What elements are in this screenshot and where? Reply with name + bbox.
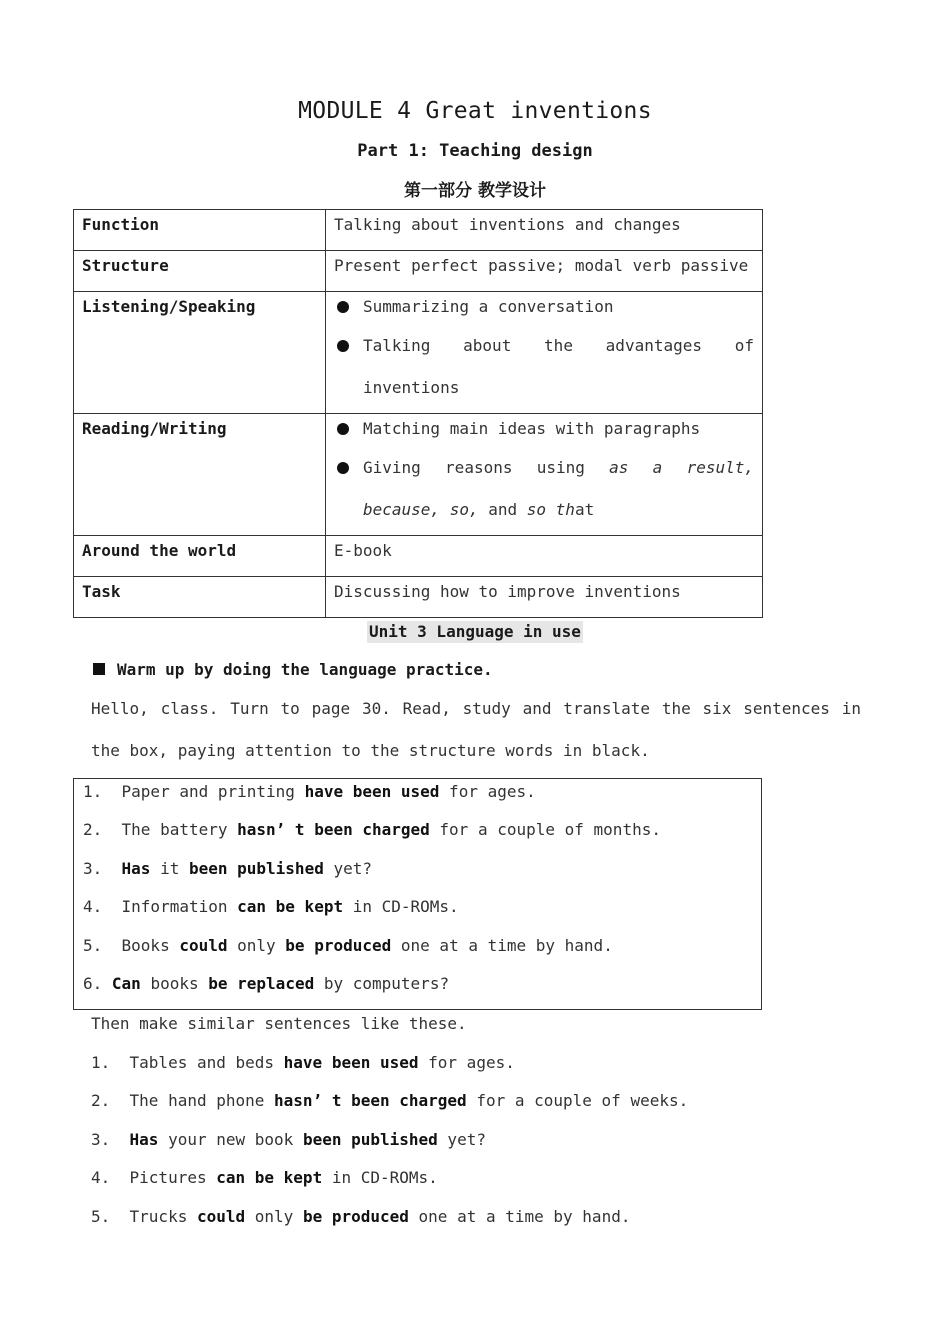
plain-text: your new book	[158, 1130, 303, 1149]
instruction-text: Then make similar sentences like these.	[91, 1014, 467, 1033]
structure-words: Can	[111, 974, 141, 993]
item-number: 6.	[83, 974, 103, 993]
plain-text: for a couple of weeks.	[466, 1091, 689, 1110]
listening-label: Listening/Speaking	[74, 292, 326, 414]
page-title: MODULE 4 Great inventions	[298, 98, 652, 124]
plain-text: only	[245, 1207, 303, 1226]
teaching-design-table	[73, 209, 763, 618]
list-item	[83, 782, 536, 801]
structure-words: can be kept	[237, 897, 344, 916]
plain-text: by computers?	[314, 974, 450, 993]
list-item	[91, 1207, 630, 1226]
plain-text: books	[140, 974, 209, 993]
plain-text: one at a time by hand.	[408, 1207, 631, 1226]
plain-text: it	[150, 859, 189, 878]
plain-text: for ages.	[418, 1053, 515, 1072]
item-number: 2.	[91, 1091, 111, 1110]
plain-text: yet?	[323, 859, 372, 878]
function-value: Talking about inventions and changes	[326, 210, 763, 251]
list-item	[83, 897, 459, 916]
structure-words: Has	[129, 1130, 159, 1149]
list-item	[91, 1130, 486, 1149]
table-row	[74, 251, 763, 292]
structure-words: have been used	[283, 1053, 419, 1072]
item-number: 3.	[83, 859, 103, 878]
plain-text: Books	[121, 936, 180, 955]
reading-value	[326, 414, 763, 536]
italic-text: because, so,	[363, 500, 479, 519]
part-subtitle: Part 1: Teaching design	[357, 141, 593, 161]
plain-text: only	[227, 936, 286, 955]
intro-paragraph-line: Hello, class. Turn to page 30. Read, study and translate the six sentences in	[91, 699, 861, 718]
structure-words: could	[196, 1207, 246, 1226]
warm-up-text: Warm up by doing the language practice.	[117, 660, 493, 679]
item-number: 2.	[83, 820, 103, 839]
structure-label: Structure	[74, 251, 326, 292]
plain-text: for ages.	[439, 782, 536, 801]
task-value: Discussing how to improve inventions	[326, 577, 763, 618]
list-item	[91, 1091, 688, 1110]
table-row	[74, 577, 763, 618]
plain-text: Tables and beds	[129, 1053, 284, 1072]
item-number: 5.	[83, 936, 103, 955]
table-row	[74, 414, 763, 536]
structure-words: Has	[121, 859, 151, 878]
structure-value: Present perfect passive; modal verb passive	[326, 251, 763, 292]
warm-up-heading	[93, 660, 493, 679]
structure-words: could	[179, 936, 228, 955]
list-item	[91, 1053, 515, 1072]
italic-text: as a result,	[609, 458, 754, 477]
plain-text: at	[574, 500, 595, 519]
list-item	[334, 335, 754, 399]
unit-title: Unit 3 Language in use	[369, 622, 581, 641]
structure-words: hasn’ t been charged	[274, 1091, 467, 1110]
list-item-line: inventions	[363, 378, 460, 397]
table-row	[74, 292, 763, 414]
structure-words: hasn’ t been charged	[237, 820, 430, 839]
list-item	[83, 936, 613, 955]
structure-words: can be kept	[216, 1168, 323, 1187]
world-value: E-book	[326, 536, 763, 577]
list-item	[83, 974, 449, 993]
intro-paragraph-line: the box, paying attention to the structure words in black.	[91, 741, 650, 760]
part-subtitle-chinese: 第一部分 教学设计	[404, 181, 546, 201]
structure-words: been published	[188, 859, 324, 878]
list-item	[91, 1168, 438, 1187]
structure-words: be produced	[302, 1207, 409, 1226]
plain-text: Giving reasons using	[363, 458, 610, 477]
list-item-line	[363, 499, 754, 521]
structure-words: been published	[302, 1130, 438, 1149]
structure-words: have been used	[304, 782, 440, 801]
plain-text: The hand phone	[129, 1091, 275, 1110]
item-number: 4.	[83, 897, 103, 916]
listening-value	[326, 292, 763, 414]
list-item	[334, 457, 754, 521]
plain-text: in CD-ROMs.	[322, 1168, 438, 1187]
list-item-line: Talking about the advantages of	[363, 336, 754, 355]
list-item: Matching main ideas with paragraphs	[334, 418, 754, 440]
item-number: 3.	[91, 1130, 111, 1149]
plain-text: one at a time by hand.	[391, 936, 613, 955]
item-number: 1.	[91, 1053, 111, 1072]
list-item	[83, 859, 372, 878]
italic-text: so th	[526, 500, 575, 519]
table-row	[74, 536, 763, 577]
task-label: Task	[74, 577, 326, 618]
reading-label: Reading/Writing	[74, 414, 326, 536]
list-item-line	[363, 457, 754, 479]
table-row	[74, 210, 763, 251]
structure-words: be replaced	[208, 974, 315, 993]
square-bullet-icon	[93, 663, 105, 675]
plain-text: yet?	[437, 1130, 486, 1149]
plain-text: for a couple of months.	[429, 820, 661, 839]
plain-text: Pictures	[129, 1168, 217, 1187]
plain-text: in CD-ROMs.	[343, 897, 459, 916]
plain-text: Paper and printing	[121, 782, 305, 801]
item-number: 1.	[83, 782, 103, 801]
plain-text: Trucks	[129, 1207, 197, 1226]
world-label: Around the world	[74, 536, 326, 577]
plain-text: Information	[121, 897, 238, 916]
item-number: 5.	[91, 1207, 111, 1226]
plain-text: and	[478, 500, 527, 519]
plain-text: The battery	[121, 820, 238, 839]
function-label: Function	[74, 210, 326, 251]
item-number: 4.	[91, 1168, 111, 1187]
list-item: Summarizing a conversation	[334, 296, 754, 318]
list-item	[83, 820, 661, 839]
structure-words: be produced	[285, 936, 392, 955]
